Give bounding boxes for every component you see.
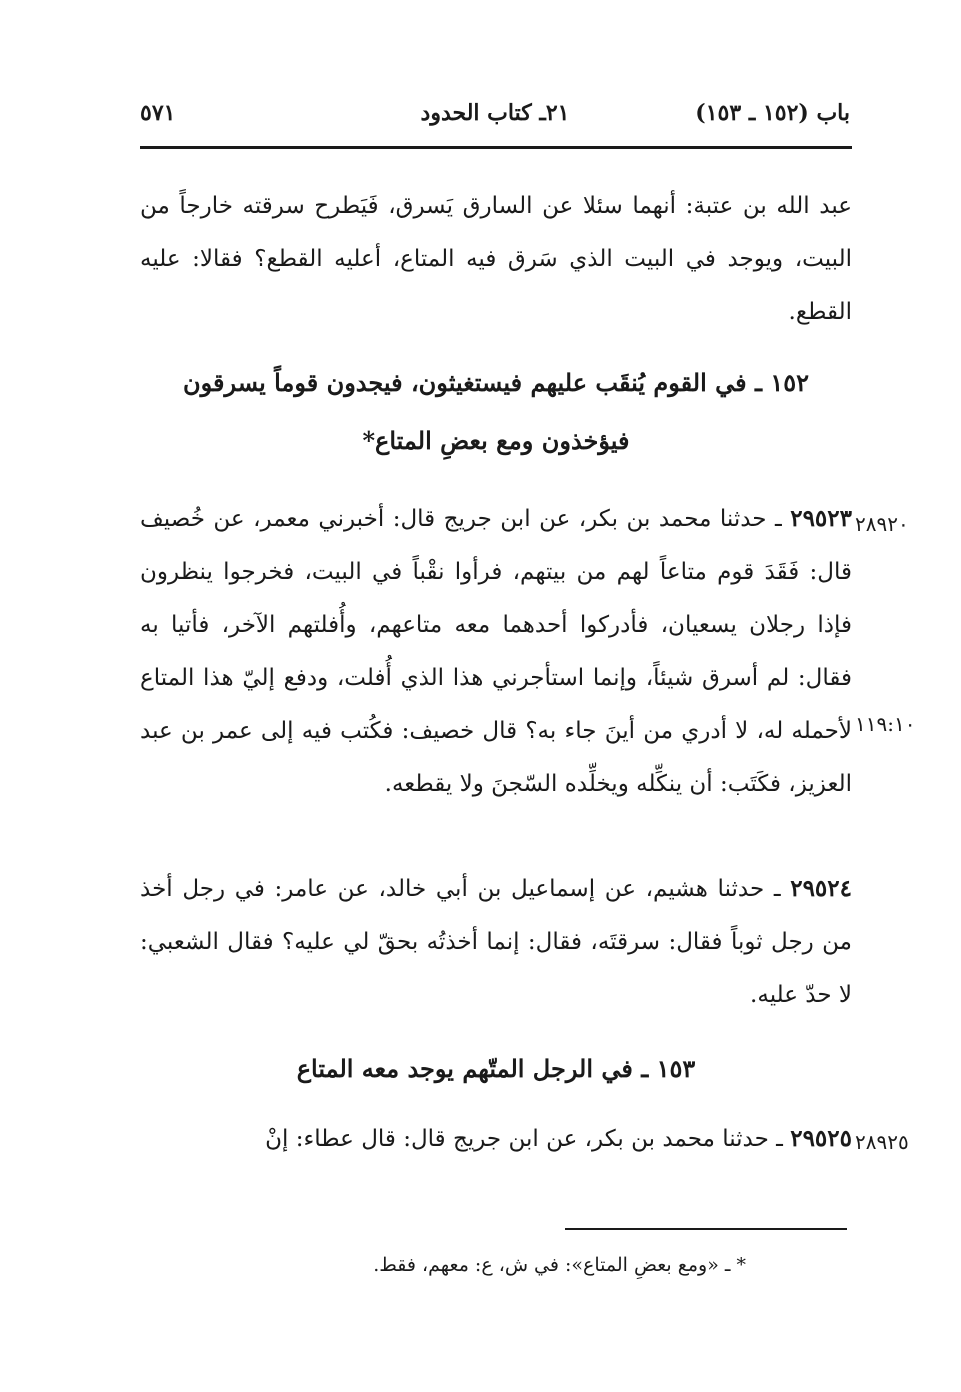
header-book-title: ٢١ـ كتاب الحدود: [420, 100, 570, 126]
hadith-29523: [140, 492, 852, 811]
margin-reference: ٢٨٩٢٥: [855, 1130, 909, 1154]
header-rule: [140, 146, 852, 149]
hadith-text: ـ حدثنا هشيم، عن إسماعيل بن أبي خالد، عن عامر: في رجل أخذ من رجل ثوباً فقال: سرقتَه، فقال: إنما أخذتُه بحقّ لي عليه؟ فقال الشعبي: لا حدّ عليه.: [140, 876, 852, 1008]
hadith-text: ـ حدثنا محمد بن بكر، عن ابن جريج قال: قال عطاء: إنْ: [265, 1126, 791, 1152]
hadith-number: ٢٩٥٢٥: [790, 1125, 852, 1152]
page-number: ٥٧١: [140, 100, 176, 126]
section-153-title: ١٥٣ ـ في الرجل المتّهم يوجد معه المتاع: [296, 1054, 696, 1083]
intro-paragraph: عبد الله بن عتبة: أنهما سئلا عن السارق يَسرق، فَيَطرح سرقته خارجاً من البيت، ويوجد في البيت الذي سَرق فيه المتاع، أعليه القطع؟ فقالا: عليه القطع.: [140, 193, 852, 325]
hadith-29524: [140, 862, 852, 1022]
section-152-title-line1: ١٥٢ ـ في القوم يُنقَب عليهم فيستغيثون، فيجدون قوماً يسرقون: [182, 368, 809, 397]
hadith-29525: [140, 1112, 852, 1166]
footnote-rule: [565, 1228, 847, 1230]
header-chapter: باب (١٥٢ ـ ١٥٣): [695, 100, 850, 126]
section-152-title: [140, 354, 852, 470]
margin-reference-volume: ١١٩:١٠: [855, 712, 916, 736]
footnote: * ـ «ومع بعضِ المتاع»: في ش، ع: معهم، فقط.: [373, 1254, 746, 1276]
section-152-title-line2: فيؤخذون ومع بعضِ المتاع*: [362, 426, 630, 455]
hadith-text: ـ حدثنا محمد بن بكر، عن ابن جريج قال: أخبرني معمر، عن خُصيف قال: فَقَدَ قوم متاعاً لهم من بيتهم، فرأوا نقْباً في البيت، فخرجوا ينظرون فإذا رجلان يسعيان، فأدركوا أحدهما معه متاعهم، وأُفلتهم الآخر، فأتيا به فقال: لم أسرق شيئاً، وإنما استأجرني هذا الذي أُفلت، ودفع إليّ هذا المتاع لأحمله له، لا أدري من أينَ جاء به؟ قال خصيف: فكُتب فيه إلى عمر بن عبد العزيز، فكَتَب: أن ينكِّله ويخلِّده السّجنَ ولا يقطعه.: [140, 506, 852, 797]
hadith-number: ٢٩٥٢٣: [790, 505, 852, 532]
margin-reference: ٢٨٩٢٠: [855, 512, 909, 536]
hadith-number: ٢٩٥٢٤: [790, 875, 852, 902]
running-header: [140, 100, 850, 140]
